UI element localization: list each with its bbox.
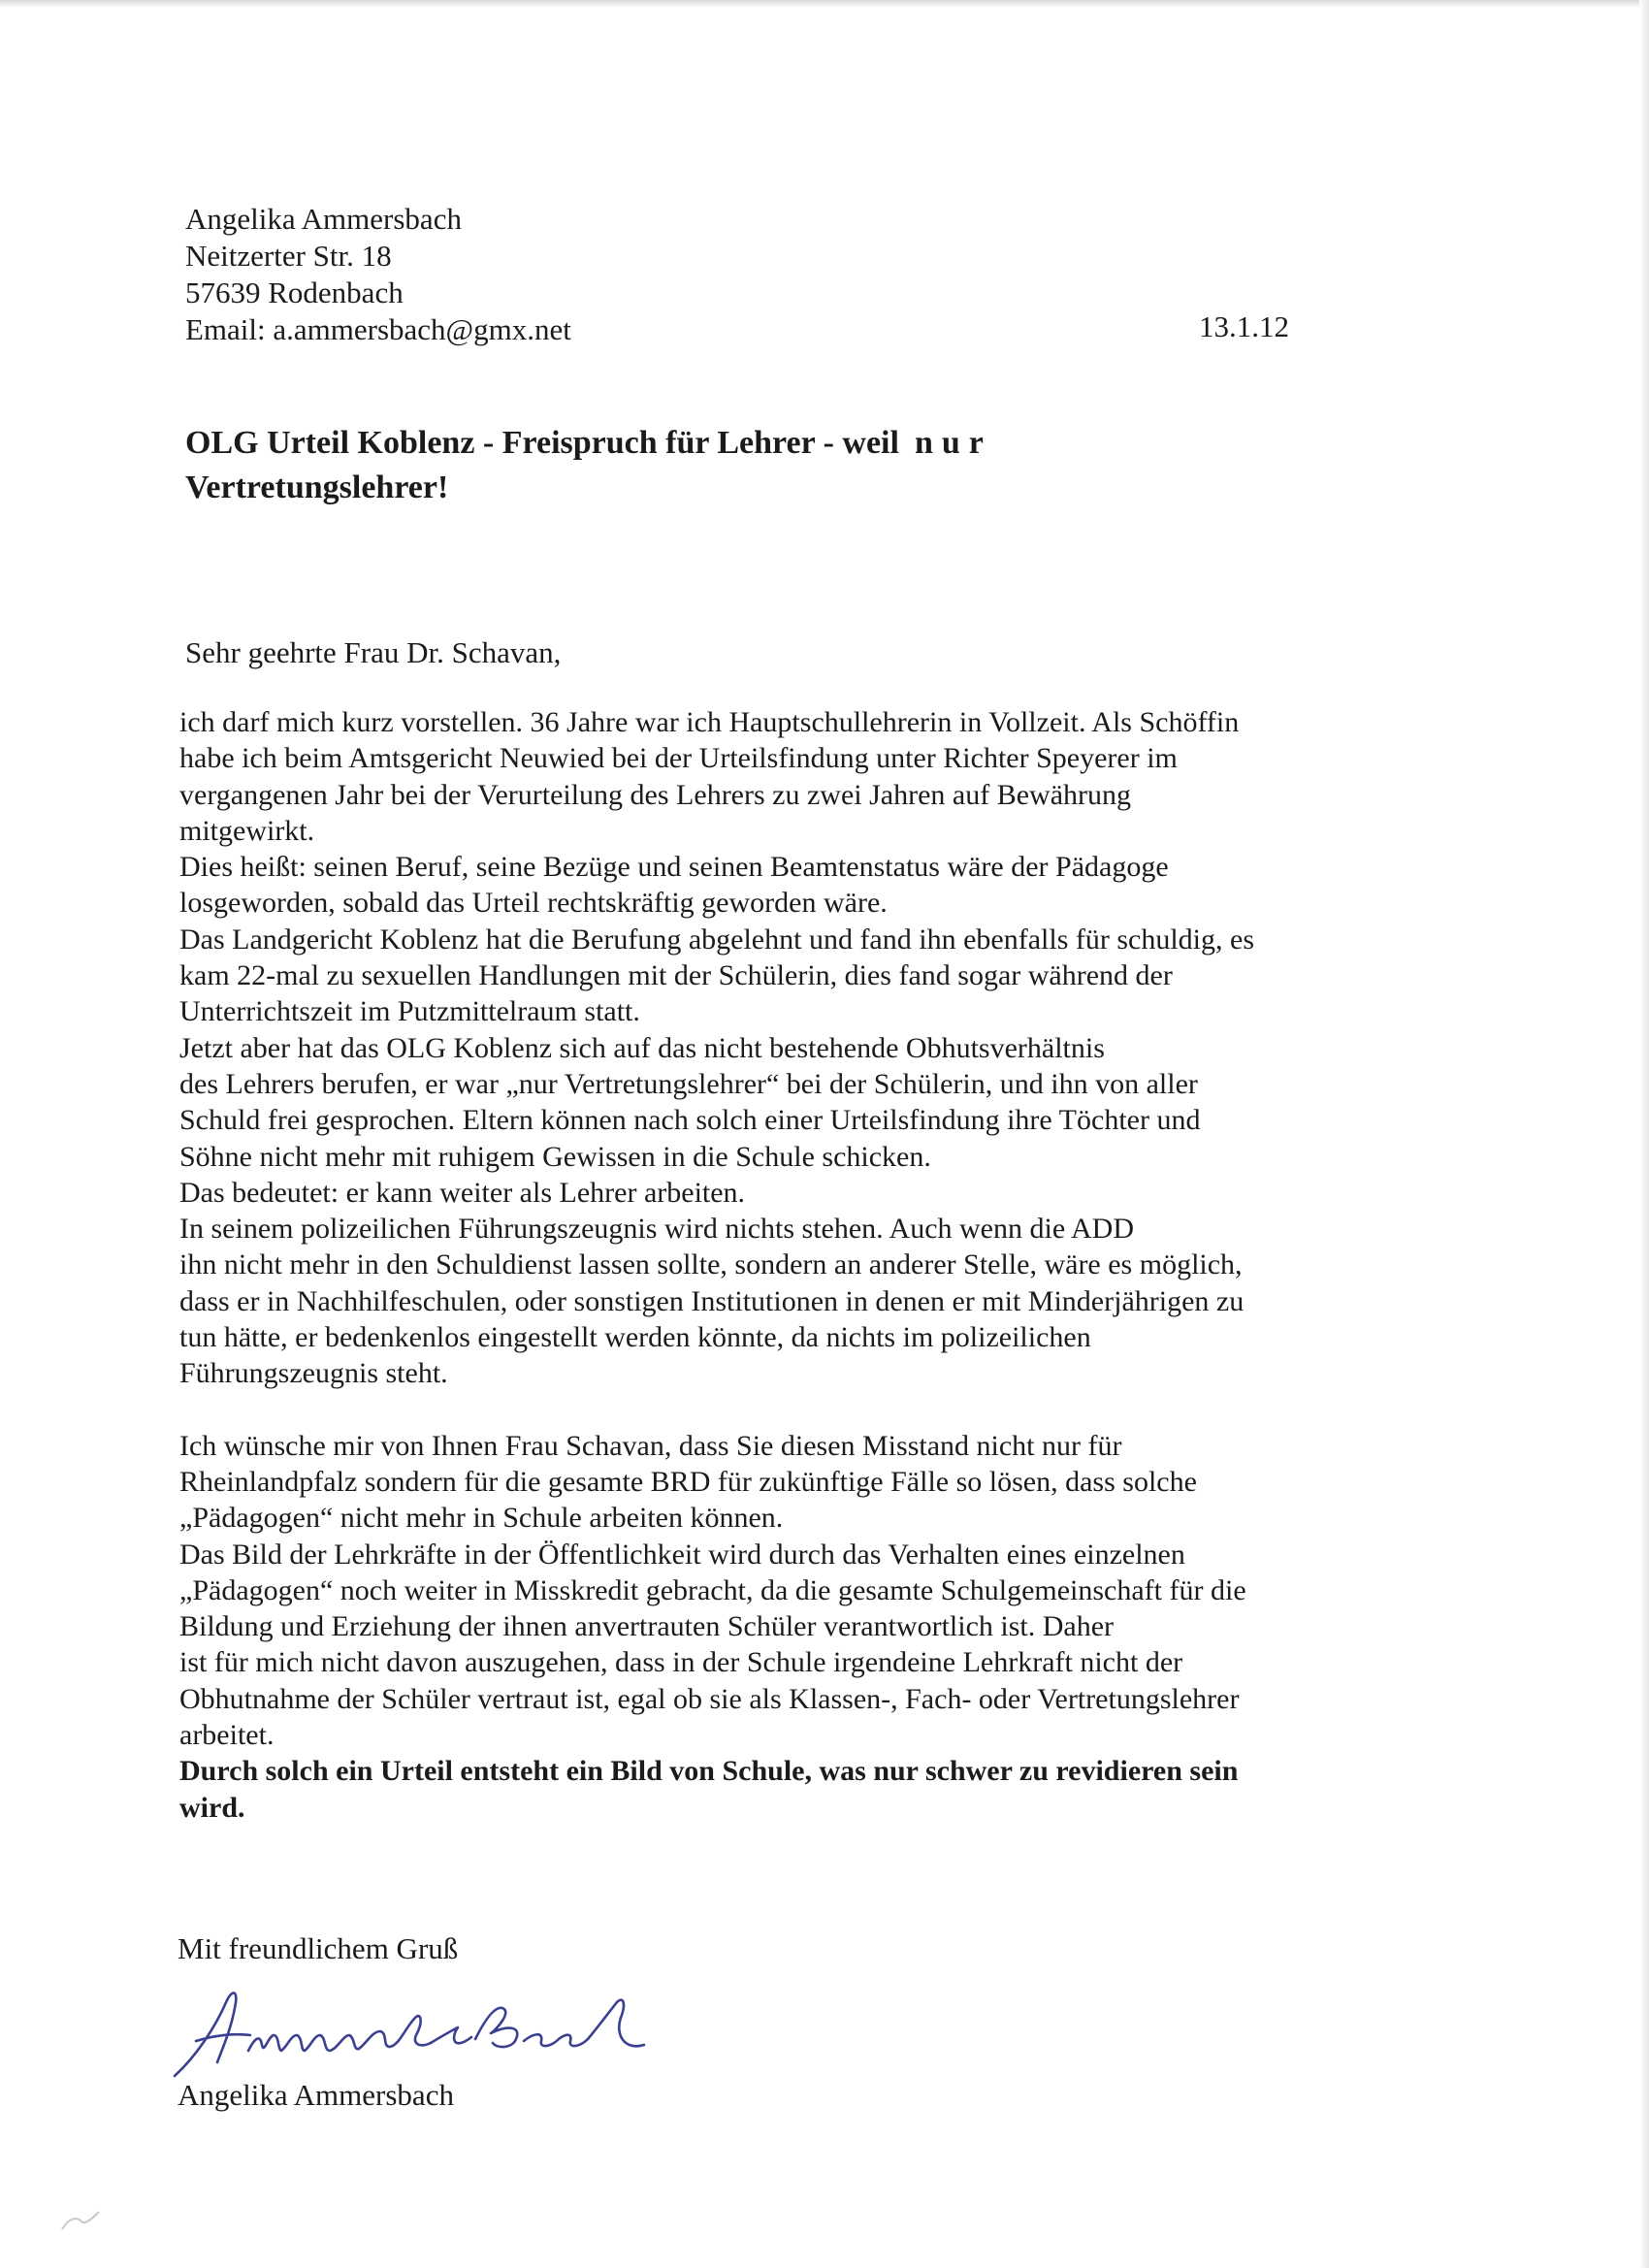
body-line: Das Bild der Lehrkräfte in der Öffentlichkeit wird durch das Verhalten eines einzelnen	[179, 1538, 1185, 1571]
sender-email: Email: a.ammersbach@gmx.net	[185, 312, 571, 346]
salutation: Sehr geehrte Frau Dr. Schavan,	[185, 635, 562, 669]
subject-line-1	[185, 421, 992, 466]
scan-mark	[56, 2200, 105, 2239]
sender-street: Neitzerter Str. 18	[185, 239, 392, 273]
letter-date: 13.1.12	[1199, 309, 1289, 343]
scan-edge-right	[1639, 0, 1649, 2268]
closing: Mit freundlichem Gruß	[178, 1931, 459, 1965]
handwritten-signature	[167, 1979, 710, 2086]
body-line: Führungszeugnis steht.	[179, 1357, 448, 1390]
signature-stroke	[475, 2008, 517, 2047]
sender-city: 57639 Rodenbach	[185, 275, 404, 309]
body-line: In seinem polizeilichen Führungszeugnis wird nichts stehen. Auch wenn die ADD	[179, 1213, 1134, 1246]
paragraph-2	[179, 1428, 1431, 1826]
signature-stroke	[248, 2035, 359, 2051]
signed-name: Angelika Ammersbach	[178, 2078, 454, 2112]
body-line: Unterrichtszeit im Putzmittelraum statt.	[179, 995, 640, 1028]
body-line-bold: wird.	[179, 1791, 245, 1824]
sender-name: Angelika Ammersbach	[185, 202, 462, 236]
body-line: arbeitet.	[179, 1719, 275, 1752]
sender-address	[185, 201, 571, 348]
scan-edge-top	[0, 0, 1649, 8]
body-line: dass er in Nachhilfeschulen, oder sonstigen Institutionen in denen er mit Minderjährigen zu	[179, 1284, 1245, 1317]
subject-line-1-spaced: nur	[914, 425, 992, 461]
body-line: mitgewirkt.	[179, 814, 315, 847]
body-line: „Pädagogen“ nicht mehr in Schule arbeiten können.	[179, 1502, 784, 1535]
body-line: des Lehrers berufen, er war „nur Vertretungslehrer“ bei der Schülerin, und ihn von aller	[179, 1067, 1198, 1100]
signature-stroke	[524, 2034, 588, 2046]
subject-line-1-text: OLG Urteil Koblenz - Freispruch für Lehrer - weil	[185, 425, 899, 461]
body-line: Jetzt aber hat das OLG Koblenz sich auf das nicht bestehende Obhutsverhältnis	[179, 1031, 1105, 1064]
letter-body	[179, 704, 1431, 1826]
body-line: Schuld frei gesprochen. Eltern können nach solch einer Urteilsfindung ihre Töchter und	[179, 1104, 1201, 1137]
signature-stroke	[196, 2034, 250, 2041]
subject-line-2: Vertretungslehrer!	[185, 470, 449, 505]
body-line: ist für mich nicht davon auszugehen, dass in der Schule irgendeine Lehrkraft nicht der	[179, 1646, 1183, 1679]
subject-heading	[185, 421, 992, 510]
body-line: tun hätte, er bedenkenlos eingestellt werden könnte, da nichts im polizeilichen	[179, 1321, 1091, 1354]
paragraph-1	[179, 704, 1431, 1392]
paragraph-gap	[179, 1392, 1431, 1428]
signature-stroke	[588, 2000, 644, 2047]
body-line: losgeworden, sobald das Urteil rechtskräftig geworden wäre.	[179, 887, 888, 920]
body-line: ich darf mich kurz vorstellen. 36 Jahre war ich Hauptschullehrerin in Vollzeit. Als Schöffin	[179, 706, 1240, 738]
body-line: „Pädagogen“ noch weiter in Misskredit gebracht, da die gesamte Schulgemeinschaft für die	[179, 1573, 1246, 1606]
signature-stroke	[431, 2027, 471, 2043]
body-line: ihn nicht mehr in den Schuldienst lassen sollte, sondern an anderer Stelle, wäre es möglich,	[179, 1248, 1243, 1281]
body-line: Söhne nicht mehr mit ruhigem Gewissen in die Schule schicken.	[179, 1140, 931, 1173]
signature-stroke	[359, 2016, 431, 2049]
body-line: Das Landgericht Koblenz hat die Berufung abgelehnt und fand ihn ebenfalls für schuldig, es	[179, 923, 1254, 956]
body-line-bold: Durch solch ein Urteil entsteht ein Bild von Schule, was nur schwer zu revidieren sein	[179, 1755, 1239, 1788]
body-line: habe ich beim Amtsgericht Neuwied bei der Urteilsfindung unter Richter Speyerer im	[179, 742, 1178, 775]
body-line: Bildung und Erziehung der ihnen anvertrauten Schüler verantwortlich ist. Daher	[179, 1610, 1115, 1643]
body-line: Obhutnahme der Schüler vertraut ist, egal ob sie als Klassen-, Fach- oder Vertretungslehrer	[179, 1682, 1240, 1715]
body-line: Rheinlandpfalz sondern für die gesamte BRD für zukünftige Fälle so lösen, dass solche	[179, 1465, 1197, 1498]
body-line: Dies heißt: seinen Beruf, seine Bezüge und seinen Beamtenstatus wäre der Pädagoge	[179, 851, 1169, 884]
body-line: vergangenen Jahr bei der Verurteilung des Lehrers zu zwei Jahren auf Bewährung	[179, 778, 1132, 811]
body-line: kam 22-mal zu sexuellen Handlungen mit der Schülerin, dies fand sogar während der	[179, 959, 1173, 992]
body-line: Das bedeutet: er kann weiter als Lehrer arbeiten.	[179, 1176, 746, 1209]
body-line: Ich wünsche mir von Ihnen Frau Schavan, dass Sie diesen Misstand nicht nur für	[179, 1429, 1122, 1462]
